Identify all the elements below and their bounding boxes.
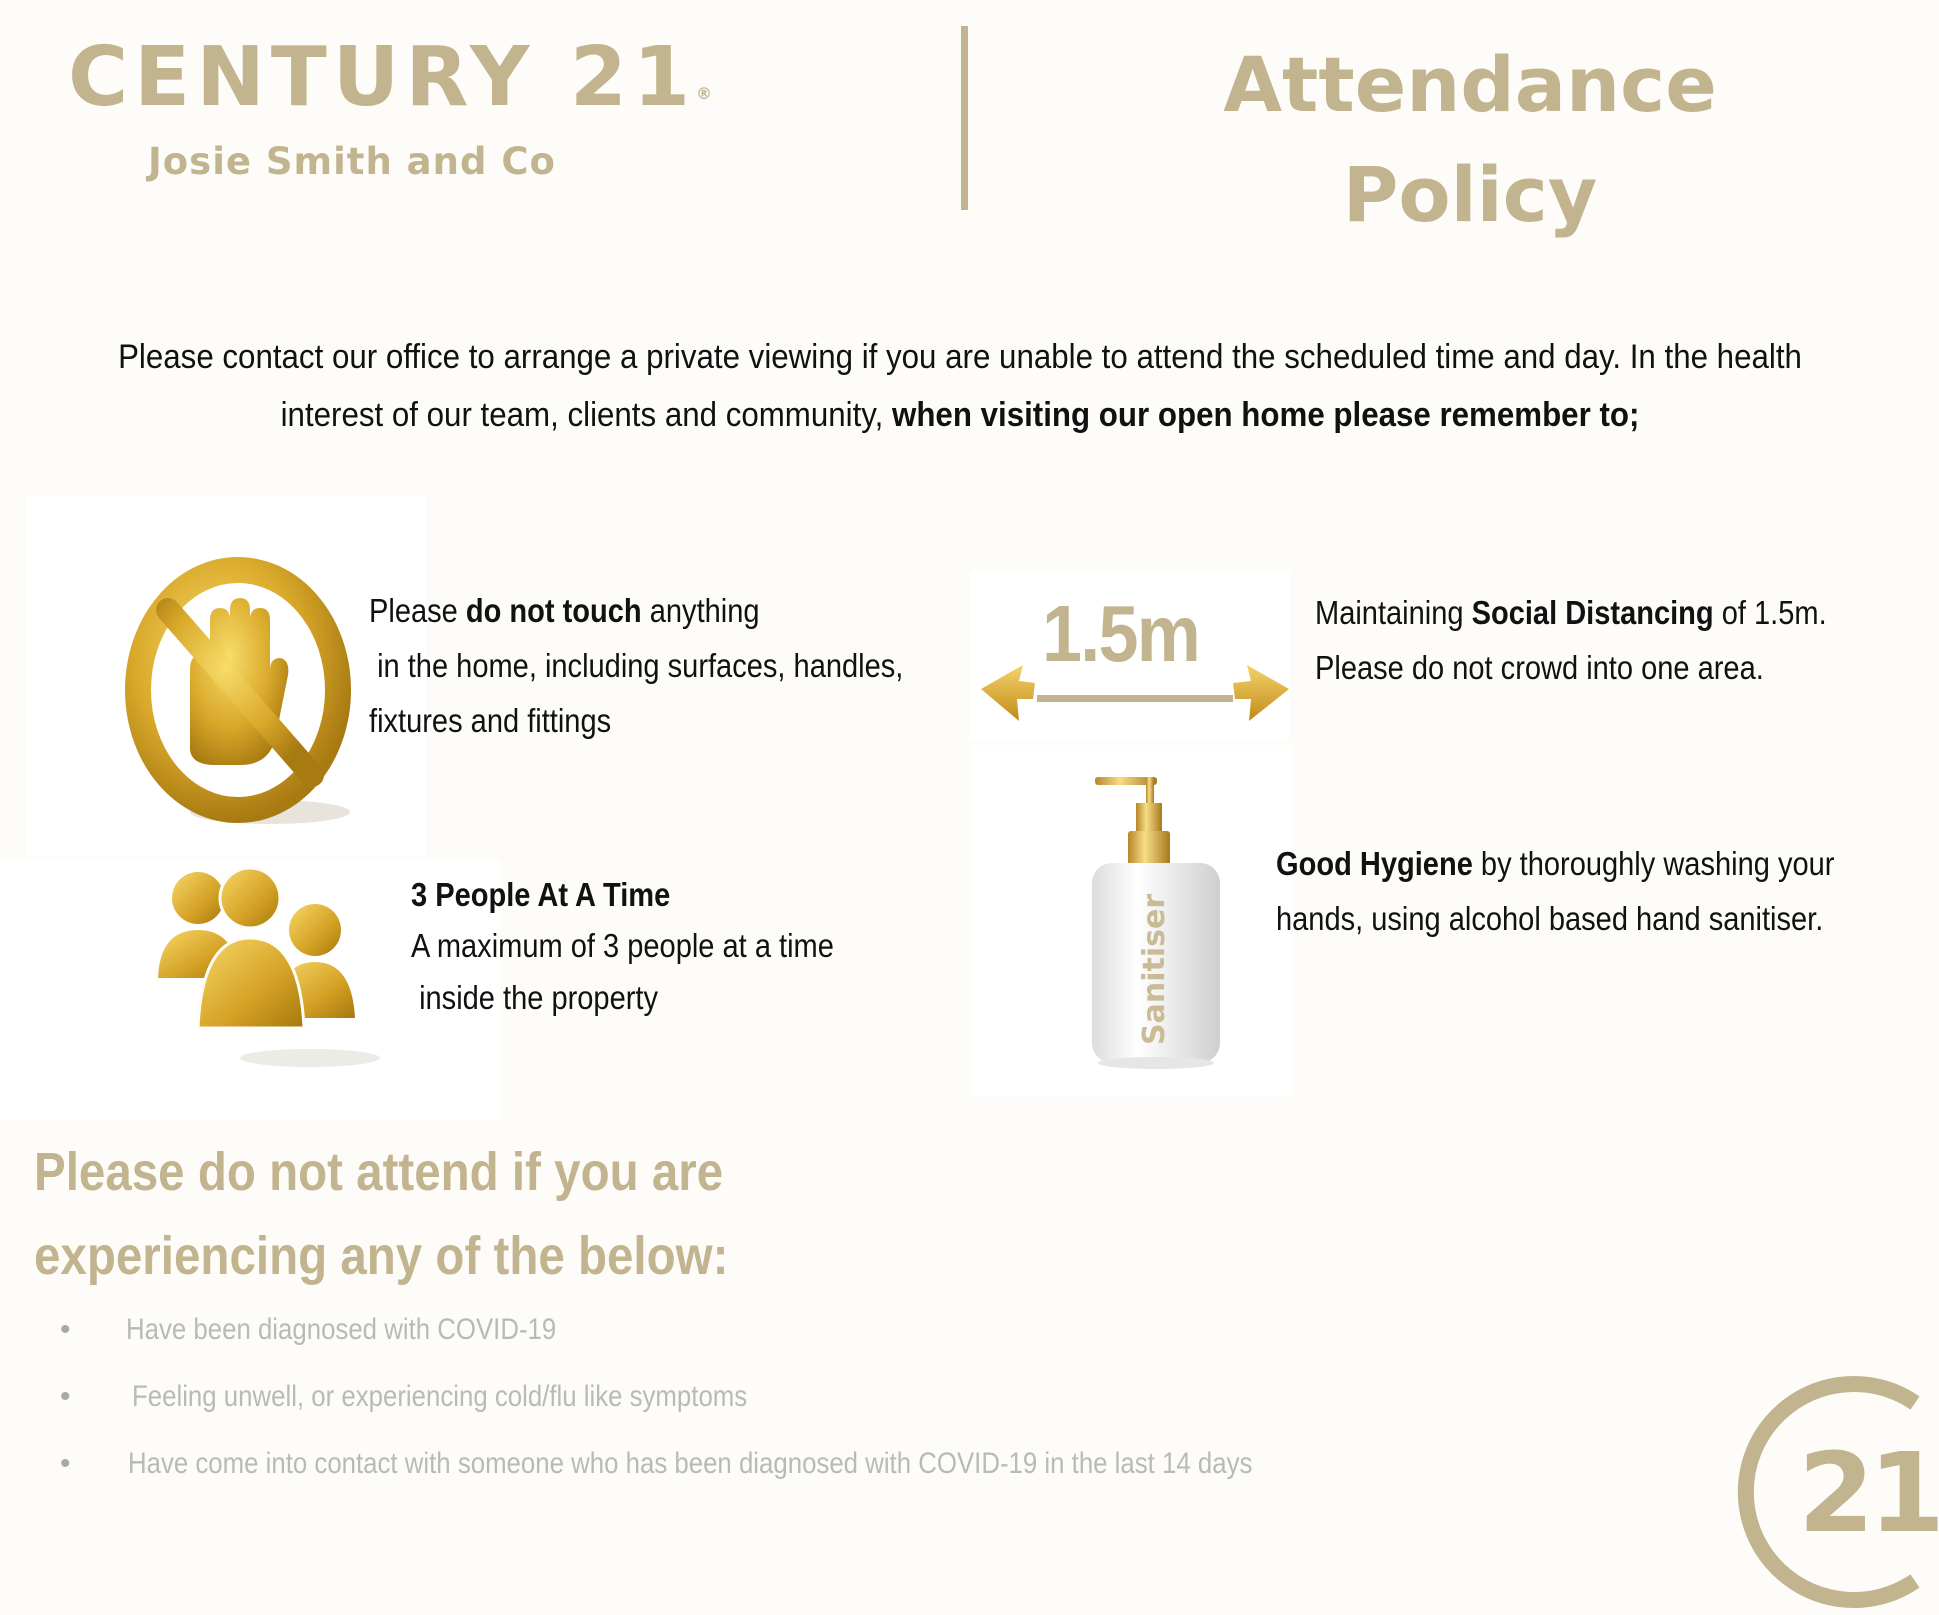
people-rule-text (411, 870, 834, 1024)
symptom-text: Have come into contact with someone who has been diagnosed with COVID-19 in the last 14 days (128, 1447, 1253, 1480)
page-title-line1: Attendance (1223, 40, 1717, 129)
intro-paragraph (114, 328, 1807, 444)
bullet: • (60, 1447, 71, 1480)
brand-subtitle: Josie Smith and Co (148, 140, 556, 183)
page-title (1130, 30, 1810, 250)
no-touch-hand-icon (120, 550, 360, 830)
warning-heading-line2: experiencing any of the below: (34, 1226, 729, 1286)
distance-rule-text (1315, 585, 1827, 695)
symptom-text: Feeling unwell, or experiencing cold/flu like symptoms (132, 1380, 748, 1413)
hygiene-rule-text (1276, 836, 1834, 946)
c21-logo (1740, 1375, 1939, 1610)
hygiene-rule-post: by thoroughly washing your (1472, 845, 1835, 882)
people-rule-line2: inside the property (411, 979, 658, 1016)
hygiene-rule-bold: Good Hygiene (1276, 845, 1473, 882)
touch-rule-post: anything (641, 592, 760, 629)
touch-rule-line3: fixtures and fittings (369, 702, 612, 739)
people-group-icon (150, 868, 380, 1068)
people-rule-line1: A maximum of 3 people at a time (411, 927, 834, 964)
distance-arrows-icon (975, 665, 1295, 735)
intro-text: Please contact our office to arrange a private viewing if you are unable to attend the scheduled time and day. In the health interest of our team, clients and community, (118, 338, 1802, 434)
bottle-label: Sanitiser (1137, 893, 1172, 1045)
touch-rule-pre: Please (369, 592, 466, 629)
distance-rule-line2: Please do not crowd into one area. (1315, 649, 1764, 686)
distance-label: 1.5m (1042, 589, 1199, 678)
touch-rule-text (369, 583, 903, 748)
header-divider (961, 26, 968, 210)
touch-rule-line2: in the home, including surfaces, handles, (369, 647, 904, 684)
intro-emphasis: when visiting our open home please remember to; (891, 396, 1640, 434)
warning-heading-line1: Please do not attend if you are (34, 1142, 724, 1202)
symptom-text: Have been diagnosed with COVID-19 (126, 1313, 557, 1346)
people-rule-title: 3 People At A Time (411, 876, 671, 913)
brand-name: CENTURY 21 (68, 30, 697, 125)
warning-heading (34, 1130, 728, 1298)
sanitiser-bottle-icon (1080, 775, 1230, 1075)
bullet: • (60, 1313, 71, 1346)
hygiene-rule-line2: hands, using alcohol based hand sanitiser. (1276, 900, 1824, 937)
distance-rule-pre: Maintaining (1315, 594, 1472, 631)
page-title-line2: Policy (1342, 150, 1598, 239)
brand-logo (68, 30, 713, 125)
c21-logo-text: 21 (1798, 1429, 1939, 1557)
bullet: • (60, 1380, 71, 1413)
touch-rule-bold: do not touch (465, 592, 642, 629)
distance-rule-bold: Social Distancing (1471, 594, 1714, 631)
brand-registered-mark: ® (696, 84, 713, 103)
distance-rule-post: of 1.5m. (1713, 594, 1827, 631)
